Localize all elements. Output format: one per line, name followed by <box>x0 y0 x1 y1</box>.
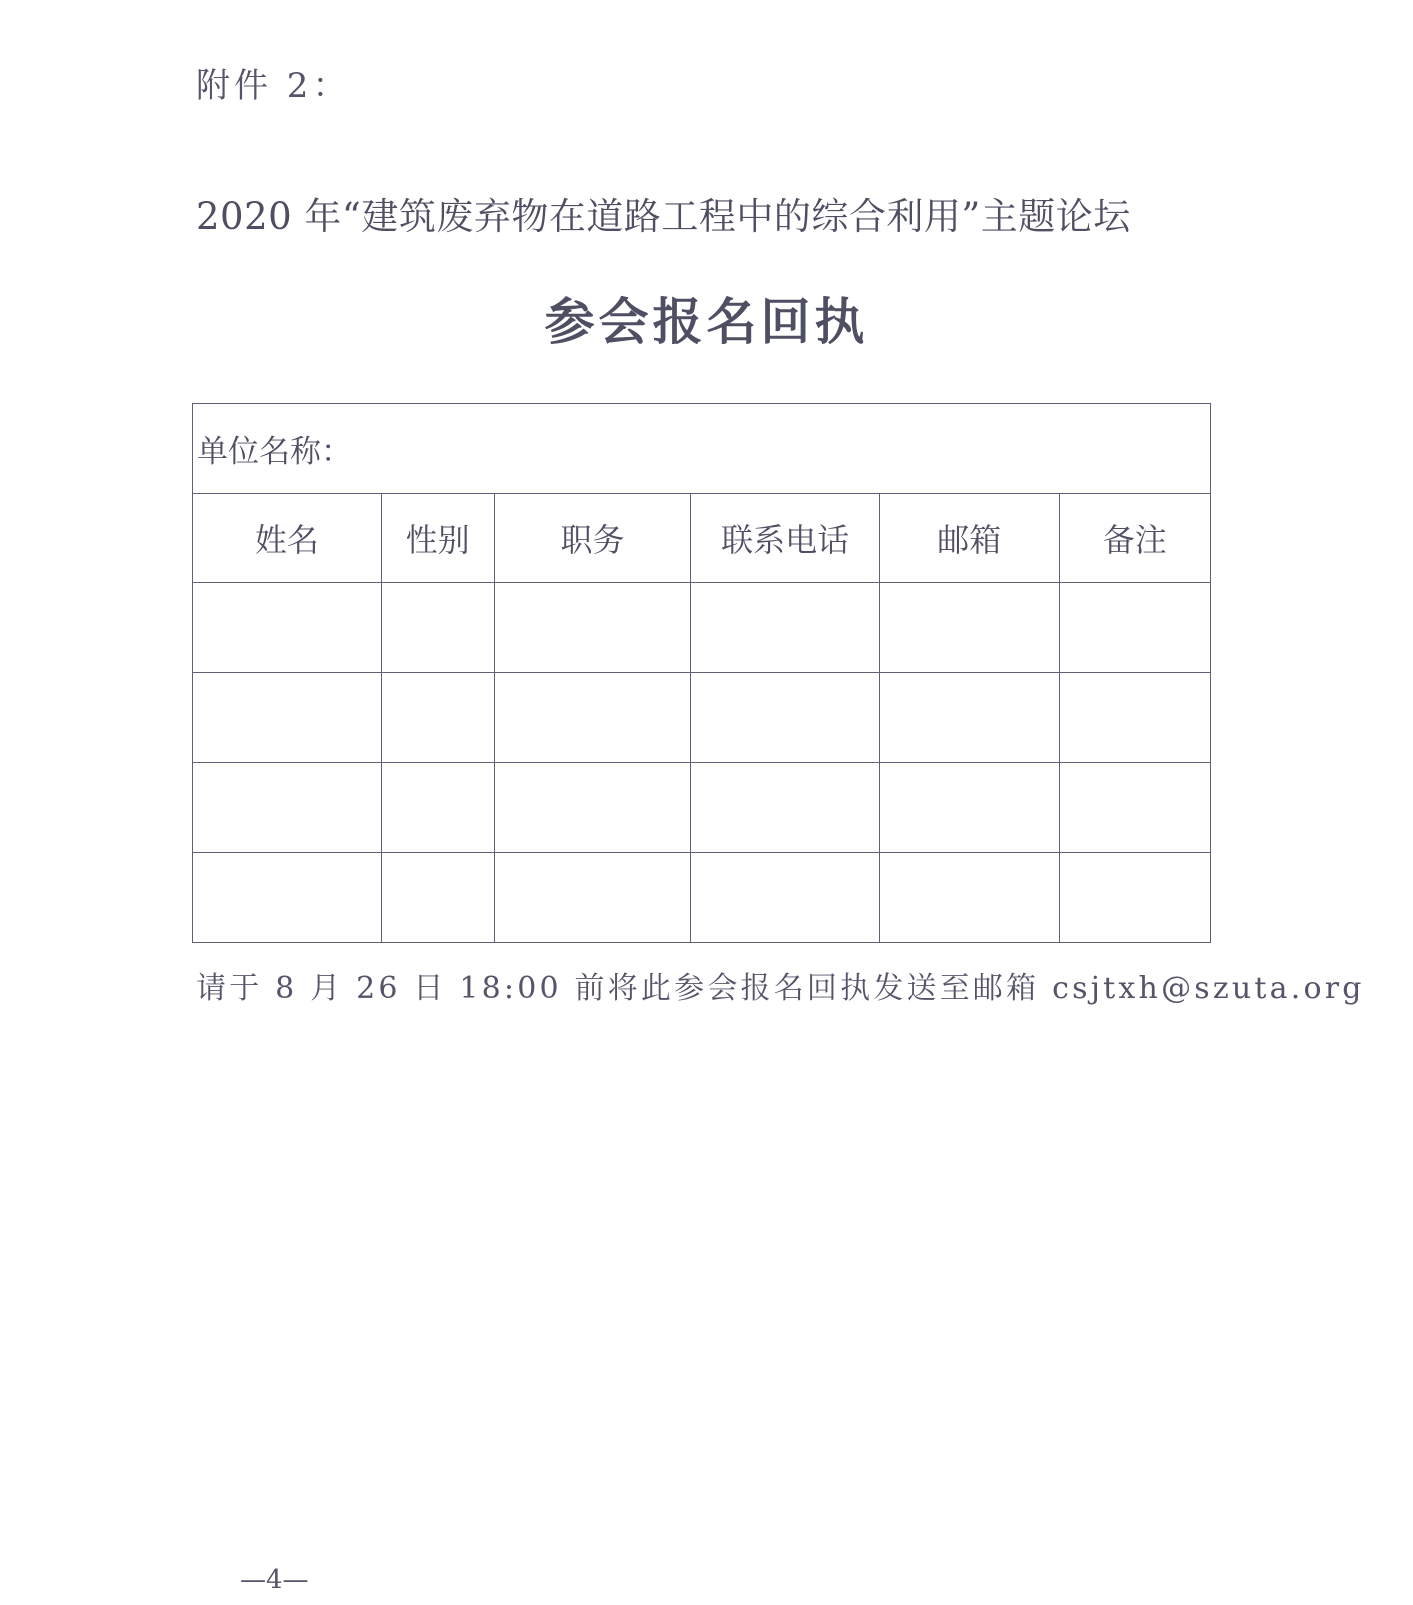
cell-gender[interactable] <box>381 763 494 853</box>
cell-remarks[interactable] <box>1059 853 1210 943</box>
cell-phone[interactable] <box>691 583 880 673</box>
attachment-label: 附件 2： <box>196 66 351 106</box>
cell-name[interactable] <box>193 583 382 673</box>
cell-phone[interactable] <box>691 853 880 943</box>
submission-note: 请于 8 月 26 日 18:00 前将此参会报名回执发送至邮箱 csjtxh@szuta.org <box>196 971 1365 1006</box>
cell-position[interactable] <box>494 853 691 943</box>
cell-email[interactable] <box>880 763 1060 853</box>
page-number: —4— <box>240 1565 309 1595</box>
cell-email[interactable] <box>880 853 1060 943</box>
cell-position[interactable] <box>494 673 691 763</box>
registration-table <box>192 403 1211 943</box>
column-header-remarks: 备注 <box>1059 494 1210 583</box>
cell-remarks[interactable] <box>1059 763 1210 853</box>
cell-gender[interactable] <box>381 853 494 943</box>
form-title: 参会报名回执 <box>544 292 869 351</box>
cell-gender[interactable] <box>381 583 494 673</box>
column-header-name: 姓名 <box>193 494 382 583</box>
cell-position[interactable] <box>494 583 691 673</box>
cell-email[interactable] <box>880 583 1060 673</box>
column-header-phone: 联系电话 <box>691 494 880 583</box>
cell-email[interactable] <box>880 673 1060 763</box>
cell-name[interactable] <box>193 673 382 763</box>
unit-name-label: 单位名称： <box>197 434 352 470</box>
cell-position[interactable] <box>494 763 691 853</box>
table-row <box>193 673 1211 763</box>
column-header-gender: 性别 <box>381 494 494 583</box>
table-row <box>193 763 1211 853</box>
column-header-position: 职务 <box>494 494 691 583</box>
cell-phone[interactable] <box>691 763 880 853</box>
cell-name[interactable] <box>193 763 382 853</box>
cell-phone[interactable] <box>691 673 880 763</box>
table-row <box>193 853 1211 943</box>
table-header-row <box>193 494 1211 583</box>
document-title: 2020 年“建筑废弃物在道路工程中的综合利用”主题论坛 <box>196 195 1131 238</box>
table-row <box>193 583 1211 673</box>
cell-gender[interactable] <box>381 673 494 763</box>
cell-remarks[interactable] <box>1059 583 1210 673</box>
column-header-email: 邮箱 <box>880 494 1060 583</box>
cell-name[interactable] <box>193 853 382 943</box>
unit-name-cell[interactable] <box>193 404 1211 494</box>
cell-remarks[interactable] <box>1059 673 1210 763</box>
